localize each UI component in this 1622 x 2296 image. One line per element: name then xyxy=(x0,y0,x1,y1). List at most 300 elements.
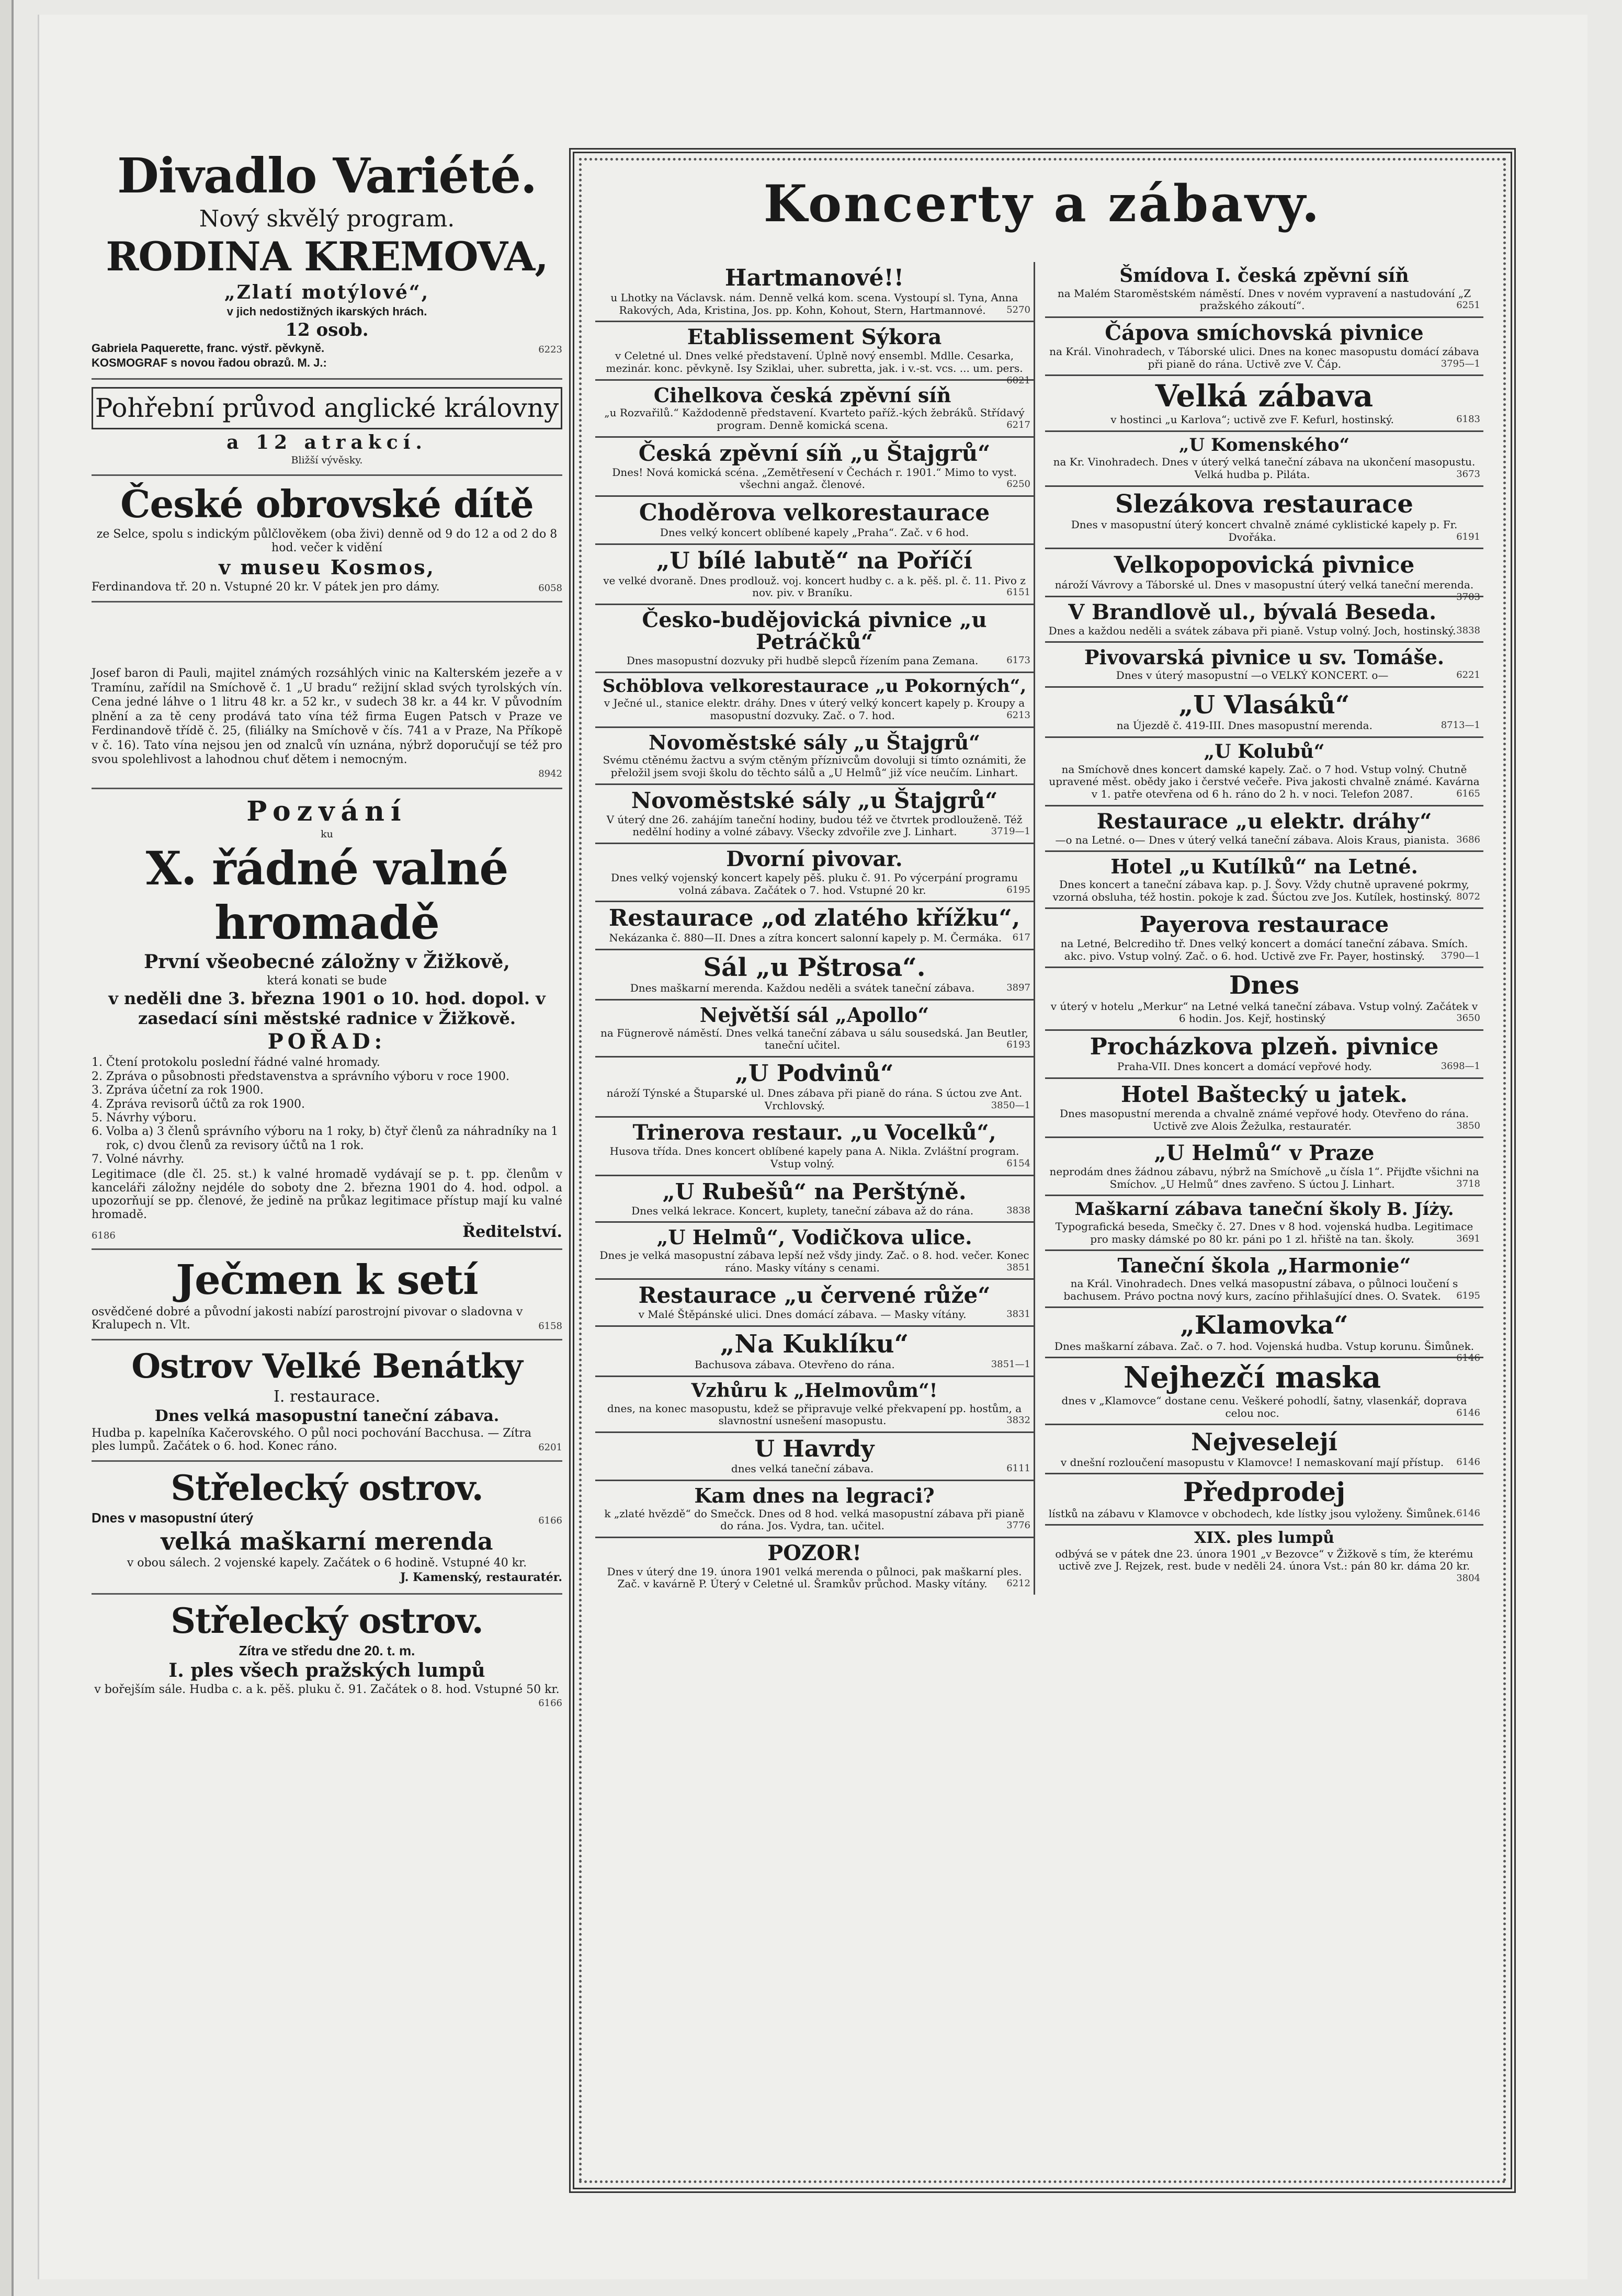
ad-text: Josef baron di Pauli, majitel známých rozsáhlých vinic na Kalterském jezeře a v Tramínu, zařídil na Smíchově č. 1 „U bradu“ režijní sklad svých tyrolských vín. Cena jedné láhve o 1 litru 48 kr. a 52 kr., v sudech 38 kr. a 44 kr. V původním plnění a za tě ceny prodává tato vína též firma Eugen Patsch v Praze ve Ferdinandově třídě č. 25, (filiálky na Smíchově v čís. 741 a v Praze, Na Příkopě v č. 16). Tato vína nejsou jen od znalců vín uznána, nýbrž doporučují se též pro svou spolehlivost a lahodnou chuť dětem i nemocným. xyxy=(92,667,562,767)
concert-ad xyxy=(595,1176,1034,1223)
concert-ad-text: na Malém Staroměstském náměstí. Dnes v novém vypravení a nastudování „Z pražského zákoutí“. xyxy=(1057,287,1471,312)
concert-ad xyxy=(595,844,1034,902)
concert-ad-text: Dnes a každou neděli a svátek zábava při pianě. Vstup volný. Joch, hostinský. xyxy=(1048,624,1456,637)
concert-ad-body xyxy=(1048,288,1480,312)
concert-ad-number: 3831 xyxy=(1006,1309,1030,1320)
concert-ad-title: Schöblova velkorestaurace „u Pokorných“, xyxy=(602,675,1027,697)
ad-line: Gabriela Paquerette, franc. výstř. pěvkyně. xyxy=(92,341,325,355)
ad-line: osvědčené dobré a původní jakosti nabízí parostrojní pivovar o sladovna v Kralupech n. Vlt. xyxy=(92,1305,523,1332)
ad-line: I. ples všech pražských lumpů xyxy=(168,1660,485,1682)
concert-ad-title: Dvorní pivovar. xyxy=(726,846,903,871)
concert-ad-text: nároží Týnské a Štuparské ul. Dnes zábava při pianě do rána. S úctou zve Ant. Vrchlovský. xyxy=(606,1087,1023,1112)
concert-ad-text: dnes velká taneční zábava. xyxy=(731,1462,874,1475)
concert-ad-body xyxy=(598,1566,1030,1590)
ad-line: v obou sálech. 2 vojenské kapely. Začátek o 6 hodině. Vstupné 40 kr. xyxy=(127,1556,527,1570)
ad-line: Dnes v masopustní úterý xyxy=(92,1509,254,1526)
concert-ad-body xyxy=(598,697,1030,722)
concert-ad xyxy=(595,673,1034,728)
concert-ad-text: u Lhotky na Václavsk. nám. Denně velká kom. scena. Vystoupí sl. Tyna, Anna Rakových, Ada, Kristina, Jos. pp. Kohn, Kohout, Stern, Hartmannové. xyxy=(610,291,1018,316)
concert-ad-title: Etablissement Sýkora xyxy=(687,325,942,350)
concert-ad-text: Nekázanka č. 880—II. Dnes a zítra koncert salonní kapely p. M. Čermáka. xyxy=(609,931,1002,945)
ad-strelecky-1 xyxy=(92,1462,562,1595)
concert-ad-number: 3673 xyxy=(1456,468,1480,480)
ad-divadlo-variete xyxy=(92,141,562,380)
concert-ad-title: Choděrova velkorestaurace xyxy=(639,499,990,526)
concert-ad-text: Dnes v úterý masopustní —o VELKÝ KONCERT. o— xyxy=(1116,669,1389,682)
ad-title: Divadlo Variété. xyxy=(117,147,537,204)
concert-ad-text: v Celetné ul. Dnes velké představení. Úplně nový ensembl. Mdlle. Cesarka, mezinár. konc. pěvkyně. Isy Sziklai, uher. subretta, jak. i v.-st. vcs. ... um. pers. xyxy=(606,349,1023,374)
concert-ad xyxy=(595,1223,1034,1280)
concert-ad xyxy=(1045,549,1483,603)
concert-ad-text: na Letné, Belcrediho tř. Dnes velký koncert a domácí taneční zábava. Smích. akc. pivo. Vstup volný. Zač. o 6. hod. Uctivě zve Fr. Payer, hostinský. xyxy=(1060,937,1468,962)
concert-ad-title: Nejveselejí xyxy=(1191,1428,1337,1457)
concert-ad-title: Novoměstské sály „u Štajgrů“ xyxy=(649,730,980,754)
concert-ad-number: 6221 xyxy=(1456,669,1480,681)
concert-ad-number: 6191 xyxy=(1456,531,1480,542)
ad-title: České obrovské dítě xyxy=(120,482,534,527)
concert-ad-text: k „zlaté hvězdě“ do Smečck. Dnes od 8 hod. velká masopustní zábava při pianě do rána. Jos. Vydra, tan. učitel. xyxy=(604,1507,1025,1532)
concert-ad-title: Restaurace „od zlatého křížku“, xyxy=(608,905,1020,932)
concert-ad-number: 3703 xyxy=(1456,591,1480,603)
concert-ad-title: Trinerova restaur. „u Vocelků“, xyxy=(632,1120,996,1145)
ad-number: 6223 xyxy=(538,344,562,355)
concert-ad-number: 3897 xyxy=(1006,982,1030,994)
concert-ad-body xyxy=(598,1145,1030,1170)
concert-ad-number: 6154 xyxy=(1006,1157,1030,1169)
concert-ad-number: 6251 xyxy=(1456,300,1480,311)
concert-ad-body xyxy=(1048,879,1480,903)
concert-ad-number: 3691 xyxy=(1456,1233,1480,1244)
koncerty-frame xyxy=(569,148,1516,2193)
concert-ad-body xyxy=(598,1463,1030,1475)
concert-ad xyxy=(595,1377,1034,1433)
concert-ad xyxy=(595,438,1034,497)
concert-ad xyxy=(1045,432,1483,487)
agenda-item: 5. Návrhy výboru. xyxy=(106,1111,562,1125)
concert-ad-number: 6146 xyxy=(1456,1407,1480,1418)
ad-number: 6158 xyxy=(538,1321,562,1332)
concert-ad-body xyxy=(598,1087,1030,1112)
concert-ad-body xyxy=(1048,578,1480,603)
ad-number: 6186 xyxy=(92,1230,116,1242)
ad-line: 12 osob. xyxy=(285,319,369,340)
concert-ad-body xyxy=(1048,1221,1480,1245)
concert-ad-title: Velká zábava xyxy=(1155,378,1374,414)
concert-ad xyxy=(595,950,1034,1001)
concert-ad xyxy=(595,497,1034,545)
concert-ad xyxy=(1045,643,1483,687)
concert-ad xyxy=(595,322,1034,386)
ad-number: 6166 xyxy=(538,1697,562,1709)
section-title: Koncerty a zábavy. xyxy=(763,174,1322,233)
agenda-item: 6. Volba a) 3 členů správního výboru na 1 roky, b) čtyř členů za náhradníky na 1 rok, c) dvou členů za revisory účtů na 1 rok. xyxy=(106,1125,562,1153)
concert-ad xyxy=(595,902,1034,950)
concert-ad xyxy=(1045,1526,1483,1584)
concert-ad-body xyxy=(1048,1547,1480,1584)
concert-ad xyxy=(1045,1425,1483,1474)
concert-ad-number: 6146 xyxy=(1456,1507,1480,1519)
ad-number: 8942 xyxy=(538,768,562,779)
agenda-item: 4. Zpráva revisorů účtů za rok 1900. xyxy=(106,1098,562,1111)
concert-ad-title: Předprodej xyxy=(1183,1476,1346,1508)
ad-line: „Zlatí motýlové“, xyxy=(224,281,430,304)
concert-ad-text: nároží Vávrovy a Táborské ul. Dnes v masopustní úterý velká taneční merenda. xyxy=(1054,578,1474,592)
concert-ad-body xyxy=(598,292,1030,316)
concert-ad-body xyxy=(598,1403,1030,1427)
concert-ad-title: „U Helmů“, Vodičkova ulice. xyxy=(656,1225,972,1249)
concert-ad-number: 6217 xyxy=(1006,419,1030,431)
concert-ad-text: Dnes maškarní zábava. Zač. o 7. hod. Vojenská hudba. Vstup korunu. Šimůnek. xyxy=(1054,1339,1474,1352)
left-column xyxy=(92,141,562,1717)
ad-line: Dnes velká masopustní taneční zábava. xyxy=(154,1407,500,1426)
concert-ad-number: 3851 xyxy=(1006,1261,1030,1273)
concert-ad xyxy=(1045,1079,1483,1138)
concert-ad-text: Dnes velká lekrace. Koncert, kuplety, taneční zábava až do rána. xyxy=(631,1204,974,1217)
ad-line: v jich nedostižných ikarských hrách. xyxy=(226,304,427,318)
concert-ad-body xyxy=(598,872,1030,896)
ad-text: Legitimace (dle čl. 25. st.) k valné hromadě vydávají se p. t. pp. členům v kanceláři záložny nejdéle do soboty dne 2. března 1901 do 4. hod. odpol. a upozorňují se pp. členové, že jedině na průkaz legitimace přístup mají ku valné hromadě. xyxy=(92,1167,562,1222)
ad-signature: Ředitelství. xyxy=(462,1223,562,1242)
ad-strelecky-2 xyxy=(92,1595,562,1717)
concert-ad-number: 3832 xyxy=(1006,1415,1030,1426)
concert-ad xyxy=(1045,487,1483,550)
concert-ad-body xyxy=(1048,720,1480,732)
concert-ad xyxy=(1045,1031,1483,1079)
concert-ad xyxy=(595,381,1034,438)
ad-pozvani xyxy=(92,789,562,1250)
concert-ad-body xyxy=(1048,1108,1480,1132)
concert-ad-title: „U Podvinů“ xyxy=(735,1060,894,1087)
concert-ad xyxy=(595,728,1034,785)
concert-ad-number: 3851—1 xyxy=(991,1359,1030,1370)
concert-ad-title: „U Kolubů“ xyxy=(1204,740,1325,763)
concert-ad-text: Dnes v masopustní úterý koncert chvalně známé cyklistické kapely p. Fr. Dvořáka. xyxy=(1071,518,1458,543)
ad-subtitle: POŘAD: xyxy=(267,1029,387,1054)
ad-number: 6166 xyxy=(538,1515,562,1526)
concert-ad-text: Husova třída. Dnes koncert oblíbené kapely pana A. Nikla. Zvláštní program. Vstup volný. xyxy=(609,1145,1019,1170)
concert-ad-text: ve velké dvoraně. Dnes prodlouž. voj. koncert hudby c. a k. pěš. pl. č. 11. Pivo z nov. piv. v Braníku. xyxy=(603,574,1026,599)
concert-ad-text: Svému ctěnému žactvu a svým ctěným příznivcům dovoluji si tímto oznámiti, že přeložil jsem svoji školu do těchto sálů a „U Helmů“ již více neučím. Linhart. xyxy=(603,754,1026,779)
ad-signature: J. Kamenský, restauratér. xyxy=(400,1570,562,1584)
ad-jecmen xyxy=(92,1250,562,1340)
ad-pohrebni-pruvod xyxy=(92,380,562,476)
ad-headline: RODINA KREMOVA, xyxy=(106,233,548,280)
concert-ad-body xyxy=(1048,1457,1480,1469)
concert-ad xyxy=(595,1538,1034,1595)
concert-ad-text: odbývá se v pátek dne 23. února 1901 „v Bezovce“ v Žižkově s tím, že kterému uctivě zve J. Rejzek, rest. bude v neděli 24. února Vst.: pán 80 kr. dáma 20 kr. xyxy=(1055,1547,1473,1573)
concert-ad-text: na Fügnerově náměstí. Dnes velká taneční zábava u sálu sousedská. Jan Beutler, taneční učitel. xyxy=(600,1026,1028,1052)
concert-ad-number: 3795—1 xyxy=(1440,358,1480,369)
concert-ad-title: „U Rubešů“ na Perštýně. xyxy=(662,1178,967,1204)
section-header xyxy=(574,174,1511,233)
concert-ad-number: 5270 xyxy=(1006,304,1030,315)
concert-ad xyxy=(1045,852,1483,909)
concert-ad xyxy=(1045,1474,1483,1526)
concert-ad xyxy=(595,1433,1034,1481)
agenda-list xyxy=(92,1056,562,1166)
concert-ad-text: Dnes velký koncert oblíbené kapely „Praha“. Zač. v 6 hod. xyxy=(660,526,969,539)
concert-ad-body xyxy=(1048,1508,1480,1520)
concert-ad-number: 8072 xyxy=(1456,891,1480,902)
ads-column-a xyxy=(595,262,1035,1595)
concert-ad-body xyxy=(1048,938,1480,962)
concert-ad-text: Dnes masopustní merenda a chvalně známé vepřové hody. Otevřeno do rána. Uctivě zve Alois Žežulka, restauratér. xyxy=(1059,1107,1469,1132)
concert-ad xyxy=(1045,376,1483,431)
concert-ad-body xyxy=(1048,834,1480,847)
concert-ad-number: 6021 xyxy=(1006,374,1030,386)
concert-ad-title: „U Komenského“ xyxy=(1178,434,1350,456)
concert-ad-body xyxy=(1048,1001,1480,1025)
concert-ad-text: Dnes velký vojenský koncert kapely pěš. pluku č. 91. Po výcerpání programu volná zábava. Začátek o 7. hod. Vstupné 20 kr. xyxy=(610,871,1018,896)
concert-ad-title: XIX. ples lumpů xyxy=(1194,1529,1334,1548)
concert-ad-text: dnes v „Klamovce“ dostane cenu. Veškeré pohodlí, šatny, vlasenkář, doprava celou noc. xyxy=(1061,1394,1467,1419)
concert-ad-body xyxy=(598,407,1030,431)
concert-ad-number: 6195 xyxy=(1456,1290,1480,1301)
concert-ad-number: 3850 xyxy=(1456,1120,1480,1131)
ad-line: v museu Kosmos, xyxy=(219,555,435,579)
concert-ad-number: 6195 xyxy=(1006,884,1030,895)
concert-ad-text: „u Rozvařilů.“ Každodenně představení. Kvarteto paříž.-kých žebráků. Střídavý program. Denně komická scena. xyxy=(604,406,1025,432)
agenda-item: 1. Čtení protokolu poslední řádné valné hromady. xyxy=(106,1056,562,1070)
concert-ad xyxy=(1045,1138,1483,1196)
concert-ad-body xyxy=(1048,1166,1480,1190)
concert-ad-text: Dnes! Nová komická scéna. „Zemětřesení v Čechách r. 1901.“ Mimo to vyst. všechni angaž. členové. xyxy=(612,465,1017,491)
concert-ad-title: Pivovarská pivnice u sv. Tomáše. xyxy=(1084,645,1445,669)
concert-ad-title: Sál „u Pštrosa“. xyxy=(703,952,926,982)
concert-ad-text: na Újezdě č. 419-III. Dnes masopustní merenda. xyxy=(1116,719,1373,732)
concert-ad xyxy=(595,545,1034,605)
concert-ad-number: 3718 xyxy=(1456,1178,1480,1189)
concert-ad-body xyxy=(598,1309,1030,1321)
concert-ad-number: 6183 xyxy=(1456,414,1480,425)
concert-ad-title: Kam dnes na legraci? xyxy=(694,1483,935,1507)
concert-ad xyxy=(595,785,1034,844)
concert-ad-text: Dnes je velká masopustní zábava lepší než všdy jindy. Zač. o 8. hod. večer. Konec ráno. Masky vítány s cenami. xyxy=(599,1249,1029,1274)
concert-ad-text: na Kr. Vinohradech. Dnes v úterý velká taneční zábava na ukončení masopustu. Velká hudba p. Piláta. xyxy=(1053,456,1476,481)
concert-ad-number: 3838 xyxy=(1006,1204,1030,1216)
concert-ad xyxy=(595,1118,1034,1176)
concert-ad-body xyxy=(1048,1061,1480,1073)
concert-ad-title: Novoměstské sály „u Štajgrů“ xyxy=(631,787,998,813)
concert-ad-title: Velkopopovická pivnice xyxy=(1114,552,1415,579)
ad-title: Ječmen k setí xyxy=(176,1256,478,1304)
concert-ad xyxy=(595,1481,1034,1538)
concert-ad-body xyxy=(1048,414,1480,426)
concert-ad-text: v dnešní rozloučení masopustu v Klamovce! I nemaskovaní mají přístup. xyxy=(1060,1456,1444,1469)
concert-ad xyxy=(1045,1358,1483,1425)
concert-ad-number: 6173 xyxy=(1006,655,1030,666)
concert-ad-text: Praha-VII. Dnes koncert a domácí vepřové hody. xyxy=(1117,1060,1372,1073)
concert-ad-title: „Klamovka“ xyxy=(1180,1311,1348,1340)
concert-ad xyxy=(1045,738,1483,806)
concert-ad-number: 3790—1 xyxy=(1440,950,1480,961)
concert-ad-title: Slezákova restaurace xyxy=(1115,489,1413,519)
concert-ad-number: 3850—1 xyxy=(991,1099,1030,1111)
concert-ad-body xyxy=(598,982,1030,995)
ad-title: Pohřební průvod anglické královny xyxy=(92,387,562,429)
ad-line: Nový skvělý program. xyxy=(199,205,455,232)
concert-ad-title: V Brandlově ul., bývalá Beseda. xyxy=(1068,599,1436,624)
ad-number: 6201 xyxy=(538,1441,562,1453)
concert-ad-body xyxy=(1048,1278,1480,1302)
concert-ad-number: 3719—1 xyxy=(991,826,1030,837)
ad-line: v bořejším sále. Hudba c. a k. pěš. pluku č. 91. Začátek o 8. hod. Vstupné 50 kr. xyxy=(94,1683,560,1696)
concert-ad-number: 3804 xyxy=(1456,1572,1480,1584)
ad-line: velká maškarní merenda xyxy=(161,1527,493,1555)
concert-ad-number: 8713—1 xyxy=(1440,720,1480,731)
concert-ad-body xyxy=(1048,1395,1480,1419)
concert-ad-body xyxy=(598,932,1030,945)
concert-ad-body xyxy=(598,1508,1030,1532)
concert-ad xyxy=(595,1280,1034,1327)
concert-ad-body xyxy=(1048,519,1480,543)
concert-ad xyxy=(595,1001,1034,1058)
ad-title: Střelecký ostrov. xyxy=(171,1467,483,1508)
ad-line: Zítra ve středu dne 20. t. m. xyxy=(239,1642,415,1658)
concert-ad-text: V úterý dne 26. zahájím taneční hodiny, budou též ve čtvrtek prodlouženě. Též nedělní hodiny a volné zábavy. Všecky zdvořile zve J. Linhart. xyxy=(606,813,1023,838)
concert-ad-number: 3650 xyxy=(1456,1013,1480,1024)
ad-line: První všeobecné záložny v Žižkově, xyxy=(144,951,510,973)
concert-ad xyxy=(1045,909,1483,968)
ad-headline: X. řádné valné hromadě xyxy=(145,840,508,950)
concert-ad-title: Hartmanové!! xyxy=(724,265,904,291)
concert-ad xyxy=(595,605,1034,673)
concert-ad-text: v hostinci „u Karlova“; uctivě zve F. Kefurl, hostinský. xyxy=(1110,413,1394,426)
concert-ad-number: 6193 xyxy=(1006,1039,1030,1051)
concert-ad-number: 3776 xyxy=(1006,1520,1030,1531)
concert-ad-text: na Smíchově dnes koncert damské kapely. Zač. o 7 hod. Vstup volný. Chutně upravené měst. obědy jako i čerstvé večeře. Piva jakosti chvalně známé. Kavárna v 1. patře otevřena od 6 h. ráno do 2 h. v noci. Telefon 2087. xyxy=(1049,763,1480,800)
concert-ad-title: Česká zpěvní síň „u Štajgrů“ xyxy=(638,440,991,466)
concert-ad-number: 6250 xyxy=(1006,479,1030,490)
ad-obrovske-dite xyxy=(92,476,562,603)
concert-ad-body xyxy=(598,1027,1030,1052)
concert-ad-number: 6165 xyxy=(1456,788,1480,799)
concert-ad-title: Maškarní zábava taneční školy B. Jíży. xyxy=(1074,1199,1454,1220)
concert-ad-number: 3698—1 xyxy=(1440,1061,1480,1072)
concert-ad xyxy=(1045,318,1483,376)
concert-ad-title: Největší sál „Apollo“ xyxy=(699,1003,929,1027)
concert-ad xyxy=(595,262,1034,322)
concert-ad-body xyxy=(1048,764,1480,801)
concert-ad-title: Payerova restaurace xyxy=(1139,912,1389,938)
concert-ad xyxy=(1045,1308,1483,1364)
ad-number: 6058 xyxy=(538,583,562,594)
concert-ad-body xyxy=(1048,456,1480,481)
concert-ad-text: v Malé Štěpánské ulici. Dnes domácí zábava. — Masky vítány. xyxy=(638,1308,967,1321)
concert-ad-text: —o na Letné. o— Dnes v úterý velká taneční zábava. Alois Kraus, pianista. xyxy=(1055,833,1449,846)
concert-ad xyxy=(595,1058,1034,1118)
ad-line: v neděli dne 3. března 1901 o 10. hod. dopol. v zasedací síni městské radnice v Žižkově. xyxy=(108,988,546,1028)
concert-ad-number: 617 xyxy=(1012,932,1030,944)
concert-ad-text: neprodám dnes žádnou zábavu, nýbrž na Smíchově „u čísla 1“. Přijďte všichni na Smíchov. „U Helmů“ dnes zavřeno. S úctou J. Linhart. xyxy=(1049,1165,1479,1190)
concert-ad-body xyxy=(598,1205,1030,1218)
agenda-item: 3. Zpráva účetní za rok 1900. xyxy=(106,1084,562,1097)
concert-ad-title: Hotel Baštecký u jatek. xyxy=(1121,1081,1408,1107)
concert-ad xyxy=(1045,1251,1483,1308)
concert-ad-number: 6111 xyxy=(1006,1463,1030,1474)
concert-ad-title: Dnes xyxy=(1229,971,1300,1001)
concert-ad-text: na Král. Vinohradech, v Táborské ulici. Dnes na konec masopustu domácí zábava při pianě do rána. Uctivě zve V. Čáp. xyxy=(1049,345,1479,370)
concert-ad-number: 3686 xyxy=(1456,834,1480,845)
concert-ad-text: Dnes koncert a taneční zábava kap. p. J. Šovy. Vždy chutně upravené pokrmy, vzorná obsluha, též hostin. pokoje k zad. Šúctou zve Jos. Kutílek, hostinský. xyxy=(1052,878,1469,903)
ad-line: KOSMOGRAF s novou řadou obrazů. M. J.: xyxy=(92,356,327,369)
concert-ad-text: Dnes maškarní merenda. Každou neděli a svátek taneční zábava. xyxy=(630,982,975,995)
concert-ad-title: „U Helmů“ v Praze xyxy=(1154,1141,1375,1166)
ad-line: ze Selce, spolu s indickým půlčlověkem (oba živi) denně od 9 do 12 a od 2 do 8 hod. večer k vidění xyxy=(96,528,558,555)
concert-ad-number: 6146 xyxy=(1456,1456,1480,1468)
concert-ad-text: Dnes masopustní dozvuky při hudbě slepců řízením pana Zemana. xyxy=(626,654,979,667)
concert-ad-text: lístků na zábavu v Klamovce v obchodech, kde lístky jsou vyloženy. Šimůnek. xyxy=(1048,1507,1456,1520)
concert-ad-title: Česko-budějovická pivnice „u Petráčků“ xyxy=(642,608,987,655)
concert-ad-body xyxy=(598,754,1030,779)
ads-column-b xyxy=(1045,262,1483,1584)
concert-ad-body xyxy=(1048,346,1480,370)
concert-ad-title: Vzhůru k „Helmovům“! xyxy=(691,1379,938,1402)
concert-ad-body xyxy=(1048,1339,1480,1364)
ad-title: Střelecký ostrov. xyxy=(171,1600,483,1641)
concert-ad xyxy=(1045,806,1483,853)
concert-ad xyxy=(1045,968,1483,1031)
concert-ad xyxy=(1045,597,1483,643)
concert-ad-title: Procházkova plzeň. pivnice xyxy=(1090,1033,1439,1061)
concert-ad-title: Cihelkova česká zpěvní síň xyxy=(653,383,951,407)
concert-ad-body xyxy=(598,349,1030,386)
concert-ad xyxy=(1045,1196,1483,1251)
concert-ad-body xyxy=(598,467,1030,491)
concert-ad-title: Hotel „u Kutílků“ na Letné. xyxy=(1110,855,1418,879)
ad-title: Ostrov Velké Benátky xyxy=(131,1347,523,1386)
concert-ad-body xyxy=(1048,625,1480,638)
concert-ad-body xyxy=(598,655,1030,667)
concert-ad-text: Typografická beseda, Smečky č. 27. Dnes v 8 hod. vojenská hudba. Legitimace pro masky dámské po 80 kr. páni po 1 zl. hřiště na tan. školy. xyxy=(1055,1220,1473,1245)
concert-ad-text: v úterý v hotelu „Merkur“ na Letné velká taneční zábava. Vstup volný. Začátek v 6 hodin. Jos. Kejř, hostinský xyxy=(1050,999,1478,1025)
concert-ad-title: Nejhezčí maska xyxy=(1123,1360,1381,1395)
agenda-item: 2. Zpráva o působnosti představenstva a správního výboru v roce 1900. xyxy=(106,1070,562,1084)
ad-benatky xyxy=(92,1340,562,1461)
concert-ad-title: Restaurace „u elektr. dráhy“ xyxy=(1096,809,1432,834)
concert-ad-title: Šmídova I. česká zpěvní síň xyxy=(1119,265,1409,287)
concert-ad-title: „Na Kuklíku“ xyxy=(720,1329,909,1359)
concert-ad-text: v Ječné ul., stanice elektr. dráhy. Dnes v úterý velký koncert kapely p. Kroupy a masopustní dozvuky. Zač. o 7. hod. xyxy=(604,697,1025,722)
concert-ad-title: „U Vlasáků“ xyxy=(1178,690,1350,720)
concert-ad-title: Restaurace „u červené růže“ xyxy=(638,1282,991,1309)
concert-ad xyxy=(595,1327,1034,1377)
ad-line: a 12 atrakcí. xyxy=(226,431,427,453)
concert-ad-title: Taneční škola „Harmonie“ xyxy=(1117,1254,1411,1278)
concert-ad-title: POZOR! xyxy=(767,1540,861,1565)
concert-ad-text: Dnes v úterý dne 19. února 1901 velká merenda o půlnoci, pak maškarní ples. Zač. v kavárně P. Úterý v Celetné ul. Šramkův průchod. Masky vítány. xyxy=(607,1565,1022,1590)
agenda-item: 7. Volné návrhy. xyxy=(106,1153,562,1166)
concert-ad-text: dnes, na konec masopustu, kdež se připravuje velké překvapení pp. hostům, a slavnostní usnešení masopustu. xyxy=(607,1402,1022,1427)
concert-ad-body xyxy=(598,575,1030,599)
concert-ad-title: „U bílé labutě“ na Poříčí xyxy=(656,547,972,574)
ad-line: I. restaurace. xyxy=(274,1387,380,1406)
concert-ad-text: na Král. Vinohradech. Dnes velká masopustní zábava, o půlnoci loučení s bachusem. Právo poctna nový kurs, zacíno přihlašující dnes. O. Svatek. xyxy=(1063,1277,1458,1302)
concert-ad xyxy=(1045,262,1483,318)
concert-ad-number: 6151 xyxy=(1006,587,1030,598)
concert-ad-body xyxy=(598,814,1030,838)
concert-ad xyxy=(1045,688,1483,738)
concert-ad-number: 3838 xyxy=(1456,624,1480,636)
ad-line: Ferdinandova tř. 20 n. Vstupné 20 kr. V pátek jen pro dámy. xyxy=(92,581,440,594)
concert-ad-body xyxy=(598,527,1030,539)
concert-ad-body xyxy=(598,1359,1030,1371)
concert-ad-number: 6213 xyxy=(1006,709,1030,721)
concert-ad-body xyxy=(1048,669,1480,682)
concert-ad-body xyxy=(598,1249,1030,1274)
ad-line: která konati se bude xyxy=(267,974,387,987)
concert-ad-number: 6212 xyxy=(1006,1578,1030,1589)
